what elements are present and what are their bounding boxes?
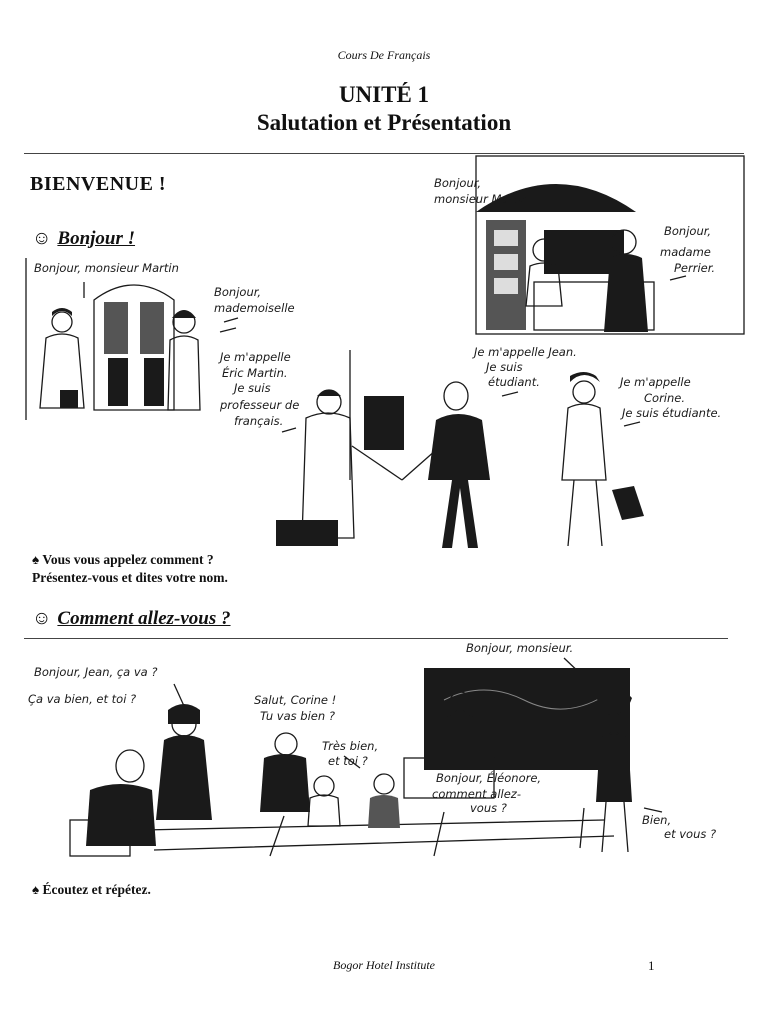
unit-subtitle: Salutation et Présentation [256, 110, 512, 135]
illustration-classroom [24, 640, 728, 870]
bubble-b5d: professeur de [220, 398, 300, 412]
section2-rule [24, 638, 728, 639]
bubble-b4b: madame [660, 245, 711, 259]
bubble-c5: Bonjour, monsieur. [466, 641, 574, 655]
bubble-c6b: comment allez- [432, 787, 521, 801]
bubble-c2: Ça va bien, et toi ? [28, 692, 137, 706]
unit-title: UNITÉ 1 [338, 82, 430, 107]
instruction-2-line1: Écoutez et répétez. [42, 882, 151, 897]
bubble-c4b: et toi ? [328, 754, 368, 768]
footer-institute: Bogor Hotel Institute [333, 958, 435, 972]
bubble-c3a: Salut, Corine ! [254, 693, 337, 707]
smiley-icon: ☺ [32, 608, 52, 629]
bubble-b1: Bonjour, monsieur Martin [34, 261, 179, 275]
bubble-b2b: mademoiselle [214, 301, 295, 315]
bubble-b7a: Je m'appelle [620, 375, 691, 389]
bubble-b5e: français. [234, 414, 284, 428]
bubble-c7b: et vous ? [664, 827, 717, 841]
bubble-b5c: Je suis [234, 381, 271, 395]
bubble-c7a: Bien, [642, 813, 672, 827]
bubble-b7c: Je suis étudiante. [622, 406, 722, 420]
smiley-icon: ☺ [32, 228, 52, 249]
section-comment-heading [32, 608, 231, 630]
welcome-heading: BIENVENUE ! [30, 173, 167, 195]
illustration-greetings [24, 150, 748, 550]
bubble-c6a: Bonjour, Éléonore, [436, 771, 542, 785]
bubble-c3b: Tu vas bien ? [260, 709, 335, 723]
section-comment-title: Comment allez-vous ? [57, 608, 231, 629]
instruction-2 [32, 882, 151, 898]
bubble-b6b: Je suis [486, 360, 523, 374]
page-number: 1 [648, 958, 655, 973]
section-bonjour-title: Bonjour ! [57, 228, 136, 249]
bubble-c4a: Très bien, [322, 739, 379, 753]
bubble-c6c: vous ? [470, 801, 507, 815]
bubble-b2a: Bonjour, [214, 285, 262, 299]
bubble-b6c: étudiant. [488, 375, 540, 389]
bubble-b5b: Éric Martin. [222, 366, 288, 380]
bubble-b3b: monsieur Martin. [434, 192, 532, 206]
course-header: Cours De Français [337, 48, 431, 62]
bubble-b7b: Corine. [644, 391, 686, 405]
bubble-b4a: Bonjour, [664, 224, 712, 238]
bubble-b4c: Perrier. [674, 261, 716, 275]
bubble-b6a: Je m'appelle Jean. [474, 345, 577, 359]
instruction-1-line2: Présentez-vous et dites votre nom. [32, 570, 228, 585]
bubble-b3a: Bonjour, [434, 176, 482, 190]
spade-icon: ♠ [32, 882, 40, 897]
spade-icon: ♠ [32, 552, 40, 567]
bubble-b5a: Je m'appelle [220, 350, 291, 364]
bubble-c1: Bonjour, Jean, ça va ? [34, 665, 158, 679]
scene-door [26, 258, 238, 420]
instruction-1-line1: Vous vous appelez comment ? [42, 552, 214, 567]
instruction-1 [32, 552, 214, 568]
